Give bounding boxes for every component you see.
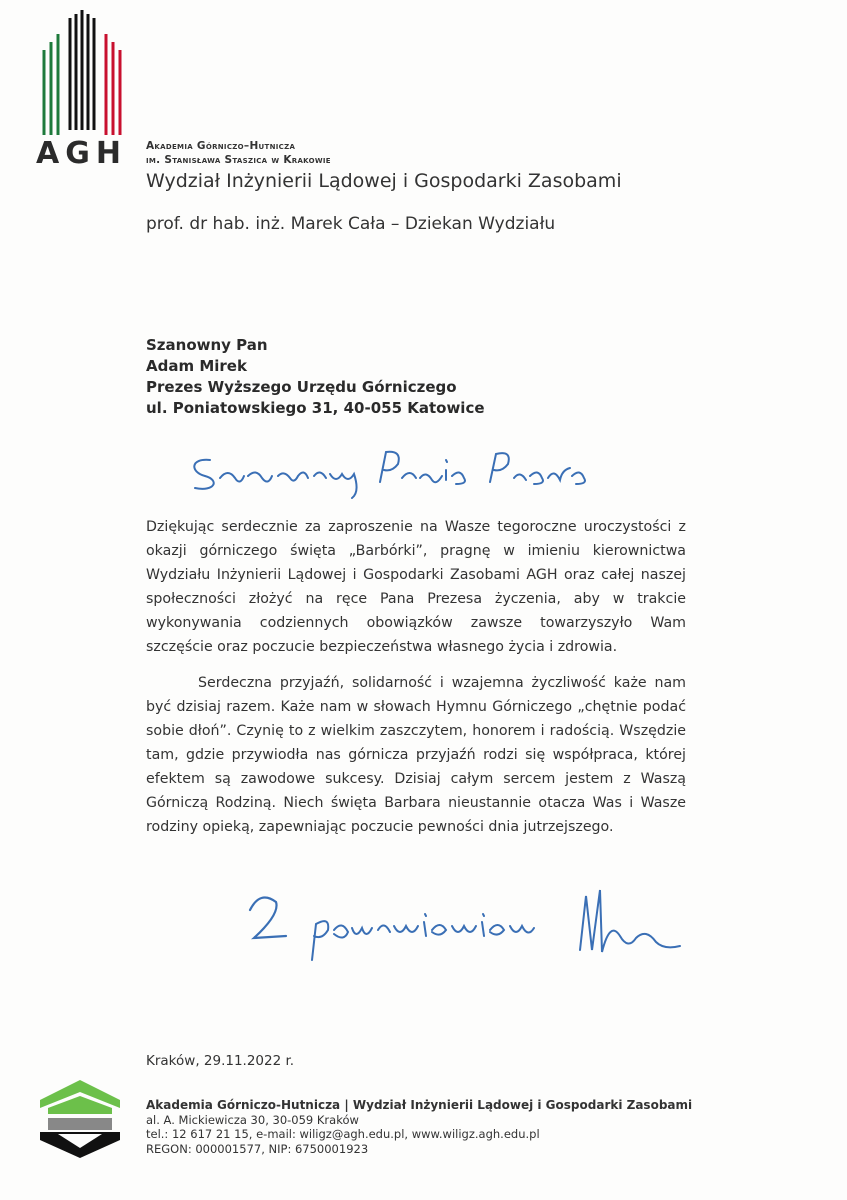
footer-block [146, 1098, 692, 1156]
handwritten-greeting-ink [180, 440, 600, 500]
faculty-logo-mark [38, 1078, 122, 1160]
faculty-logo [38, 1078, 122, 1160]
footer-address: al. A. Mickiewicza 30, 30-059 Kraków [146, 1112, 359, 1127]
body-paragraph-1: Dziękując serdecznie za zaproszenie na Wasze tegoroczne uroczystości z okazji górniczego święta „Barbórki”, pragnę w imieniu kierownictwa Wydziału Inżynierii Lądowej i Gospodarki Zasobami AGH oraz całej naszej społeczności złożyć na ręce Pana Prezesa życzenia, aby w trakcie wykonywania codziennych obowiązków zawsze towarzyszyło Wam szczęście oraz poczucie bezpieczeństwa własnego życia i zdrowia. [146, 519, 686, 655]
addressee-address: ul. Poniatowskiego 31, 40-055 Katowice [146, 399, 485, 417]
addressee-title: Prezes Wyższego Urzędu Górniczego [146, 378, 457, 396]
university-patron: im. Stanisława Staszica w Krakowie [146, 154, 331, 166]
faculty-name: Wydział Inżynierii Lądowej i Gospodarki Zasobami [146, 170, 622, 192]
addressee-name: Adam Mirek [146, 357, 247, 375]
addressee-salutation: Szanowny Pan [146, 336, 268, 354]
letter-body [146, 515, 686, 851]
letter-date: Kraków, 29.11.2022 r. [146, 1053, 295, 1069]
dean-line: prof. dr hab. inż. Marek Cała – Dziekan Wydziału [146, 214, 556, 234]
logo-text: AGH [36, 136, 127, 171]
addressee-block [146, 335, 485, 419]
university-name: Akademia Górniczo–Hutnicza [146, 140, 296, 152]
handwritten-closing [240, 880, 700, 980]
handwritten-greeting [180, 440, 600, 500]
footer-contact: tel.: 12 617 21 15, e-mail: wiligz@agh.edu.pl, www.wiligz.agh.edu.pl [146, 1127, 540, 1141]
agh-logo-mark [36, 10, 126, 140]
footer-registry: REGON: 000001577, NIP: 6750001923 [146, 1141, 369, 1156]
body-paragraph-2: Serdeczna przyjaźń, solidarność i wzajemna życzliwość każe nam być dzisiaj razem. Każe nam w słowach Hymnu Górniczego „chętnie podać sobie dłoń”. Czynię to z wielkim zaszczytem, honorem i radością. Wszędzie tam, gdzie przywiodła nas górnicza przyjaźń rodzi się współpraca, której efektem są zawodowe sukcesy. Dzisiaj całym sercem jestem z Waszą Górniczą Rodziną. Niech święta Barbara nieustannie otacza Was i Wasze rodziny opieką, zapewniając poczucie pewności dnia jutrzejszego. [146, 675, 686, 835]
footer-title: Akademia Górniczo-Hutnicza | Wydział Inżynierii Lądowej i Gospodarki Zasobami [146, 1098, 693, 1112]
handwritten-closing-ink [240, 880, 700, 980]
